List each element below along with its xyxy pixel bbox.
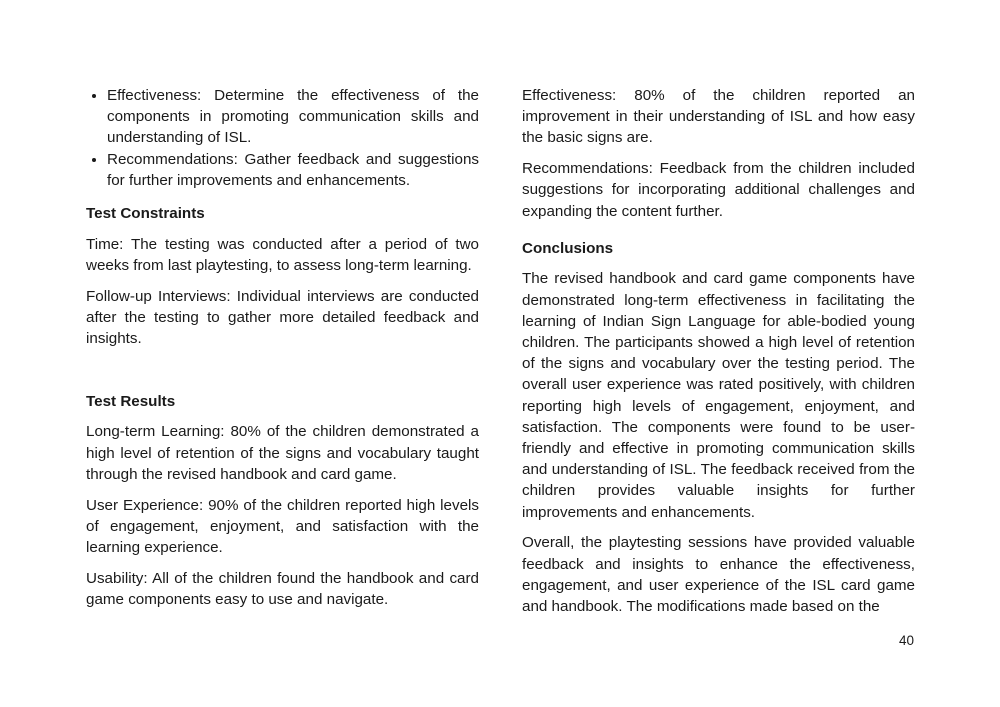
result-usability-paragraph: Usability: All of the children found the handbook and card game components easy to use and navigate. <box>86 569 479 608</box>
right-column <box>522 85 915 627</box>
objectives-list <box>86 85 479 191</box>
overall-paragraph: Overall, the playtesting sessions have provided valuable feedback and insights to enhance the effectiveness, engagement, and user experience of the ISL card game and handbook. The modifications made based on the <box>522 534 915 615</box>
conclusions-heading: Conclusions <box>522 239 614 257</box>
section-spacer <box>86 359 479 391</box>
result-long-term-learning-paragraph: Long-term Learning: 80% of the children demonstrated a high level of retention of the signs and vocabulary taught through the revised handbook and card game. <box>86 423 479 483</box>
conclusions-paragraph: The revised handbook and card game components have demonstrated long-term effectiveness in facilitating the learning of Indian Sign Language for able-bodied young children. The participants showed a high level of retention of the signs and vocabulary over the testing period. The overall user experience was rated positively, with children reporting high levels of engagement, enjoyment, and satisfaction. The components were found to be user-friendly and effective in promoting communication skills and understanding of ISL. The feedback received from the children provides valuable insights for further improvements and enhancements. <box>522 270 915 521</box>
test-results-heading: Test Results <box>86 392 176 410</box>
list-item-effectiveness: • Effectiveness: Determine the effectiveness of the components in promoting communication skills and understanding of ISL. <box>107 85 479 149</box>
test-constraints-heading: Test Constraints <box>86 205 205 223</box>
result-user-experience-paragraph: User Experience: 90% of the children reported high levels of engagement, enjoyment, and satisfaction with the learning experience. <box>86 496 479 556</box>
list-item-recommendations: • Recommendations: Gather feedback and suggestions for further improvements and enhancements. <box>107 149 479 191</box>
result-recommendations-paragraph: Recommendations: Feedback from the children included suggestions for incorporating additional challenges and expanding the content further. <box>522 160 915 220</box>
page-number: 40 <box>898 633 914 648</box>
result-effectiveness-paragraph: Effectiveness: 80% of the children reported an improvement in their understanding of ISL and how easy the basic signs are. <box>522 87 915 147</box>
left-column <box>86 85 479 620</box>
constraint-interviews-paragraph: Follow-up Interviews: Individual interviews are conducted after the testing to gather more detailed feedback and insights. <box>86 287 479 348</box>
constraint-time-paragraph: Time: The testing was conducted after a period of two weeks from last playtesting, to assess long-term learning. <box>86 235 479 274</box>
